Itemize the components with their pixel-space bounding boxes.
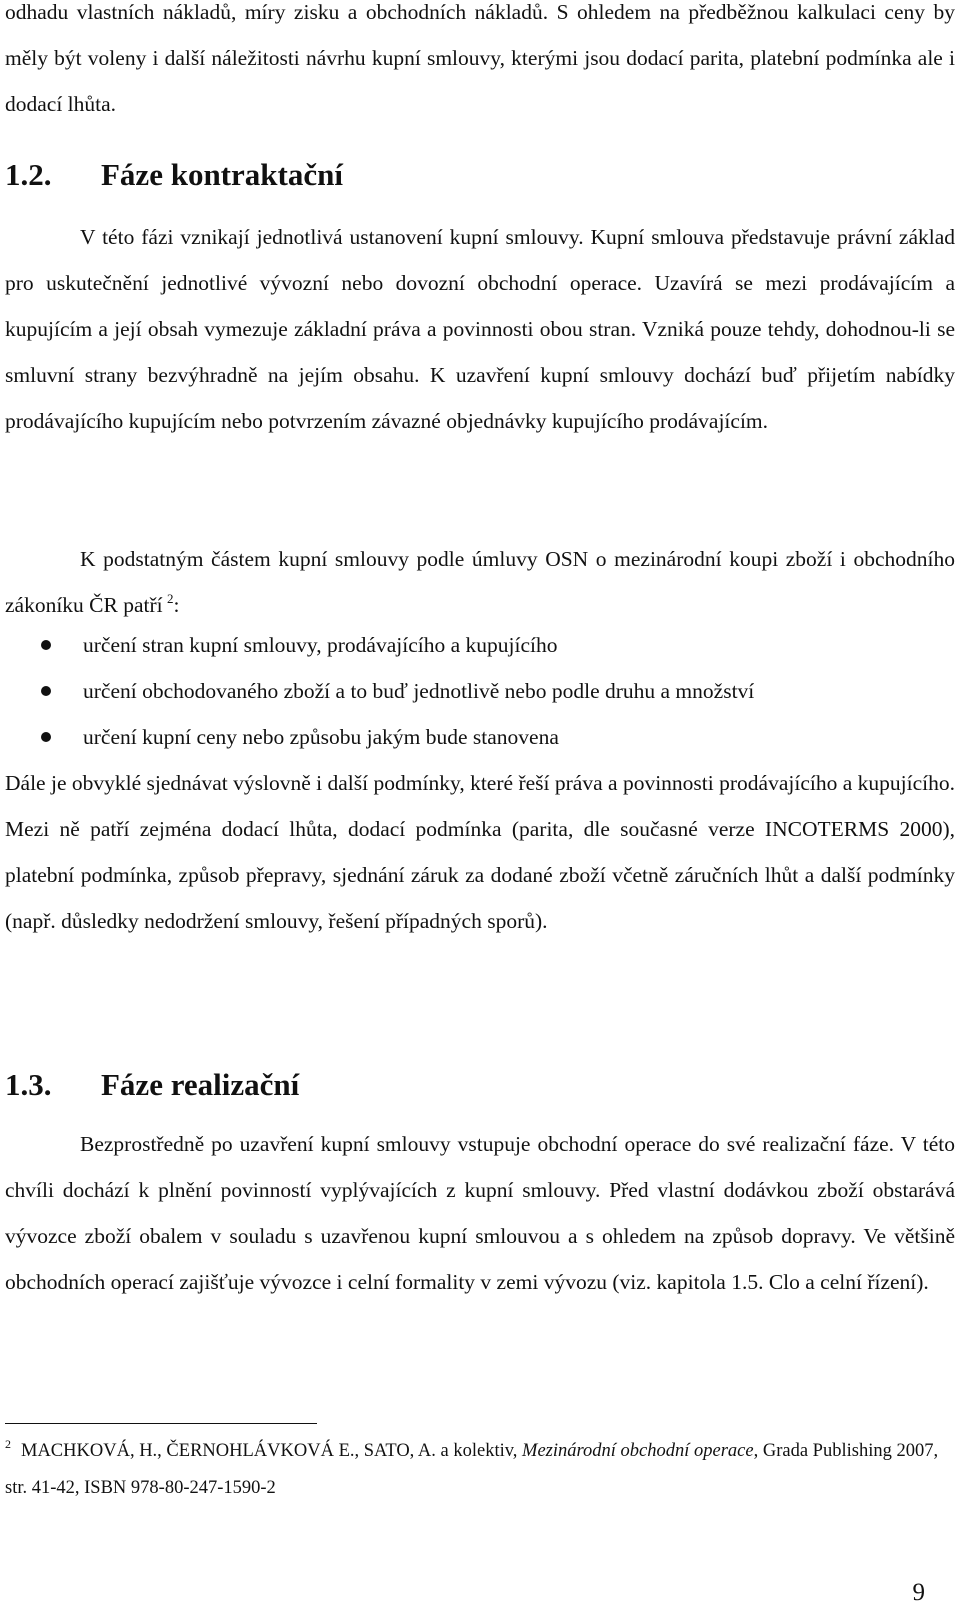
section-title: Fáze kontraktační [101, 157, 343, 192]
section-title: Fáze realizační [101, 1067, 300, 1102]
section-number: 1.3. [5, 1067, 52, 1102]
footnote-details: , Grada Publishing 2007, str. 41-42, ISBN 978-80-247-1590-2 [5, 1441, 939, 1498]
bullet-icon [41, 732, 51, 742]
section-1-3-paragraph-1: Bezprostředně po uzavření kupní smlouvy vstupuje obchodní operace do své realizační fáze. V této chvíli dochází k plnění povinností vyplývajících z kupní smlouvy. Před vlastní dodávkou zboží obstarává vývozce zboží obalem v souladu s uzavřenou kupní smlouvou a s ohledem na způsob dopravy. Ve většině obchodních operací zajišťuje vývozce i celní formality v zemi vývozu (viz. kapitola 1.5. Clo a celní řízení). [5, 1132, 955, 1294]
bullet-icon [41, 640, 51, 650]
paragraph-2-suffix: : [173, 593, 180, 617]
footnote-book-title: Mezinárodní obchodní operace [522, 1441, 754, 1461]
section-1-2-paragraph-2-block [5, 536, 955, 628]
footnote-reference: 2 [166, 591, 174, 606]
section-1-3-paragraph-1-block [5, 1121, 955, 1305]
paragraph-2-text: K podstatným částem kupní smlouvy podle úmluvy OSN o mezinárodní koupi zboží i obchodního zákoníku ČR patří [5, 547, 955, 617]
section-1-2-paragraph-3: Dále je obvyklé sjednávat výslovně i další podmínky, které řeší práva a povinnosti prodávajícího a kupujícího. Mezi ně patří zejména dodací lhůta, dodací podmínka (parita, dle současné verze INCOTERMS 2000), platební podmínka, způsob přepravy, sjednání záruk za dodané zboží včetně záručních lhůt a další podmínky (např. důsledky nedodržení smlouvy, řešení případných sporů). [5, 771, 955, 933]
section-1-2-paragraph-1: V této fázi vznikají jednotlivá ustanovení kupní smlouvy. Kupní smlouva představuje právní základ pro uskutečnění jednotlivé vývozní nebo dovozní obchodní operace. Uzavírá se mezi prodávajícím a kupujícím a její obsah vymezuje základní práva a povinnosti obou stran. Vzniká pouze tehdy, dohodnou-li se smluvní strany bezvýhradně na jejím obsahu. K uzavření kupní smlouvy dochází buď přijetím nabídky prodávajícího kupujícím nebo potvrzením závazné objednávky kupujícího prodávajícím. [5, 225, 955, 433]
contract-parts-list [5, 622, 955, 760]
section-1-2-paragraph-2 [5, 536, 955, 628]
list-item: určení kupní ceny nebo způsobu jakým bude stanovena [5, 714, 955, 760]
bullet-icon [41, 686, 51, 696]
footnote-separator [5, 1423, 317, 1424]
footnote-authors: MACHKOVÁ, H., ČERNOHLÁVKOVÁ E., SATO, A. a kolektiv, [21, 1441, 518, 1461]
list-item: určení obchodovaného zboží a to buď jednotlivě nebo podle druhu a množství [5, 668, 955, 714]
footnote-number: 2 [5, 1437, 11, 1451]
page-number: 9 [912, 1579, 925, 1606]
intro-paragraph-block [5, 0, 955, 127]
section-1-2-paragraph-1-block [5, 214, 955, 444]
intro-paragraph: odhadu vlastních nákladů, míry zisku a obchodních nákladů. S ohledem na předběžnou kalkulaci ceny by měly být voleny i další náležitosti návrhu kupní smlouvy, kterými jsou dodací parita, platební podmínka ale i dodací lhůta. [5, 0, 955, 116]
section-1-2-paragraph-3-block [5, 760, 955, 944]
footnote [5, 1433, 955, 1507]
section-number: 1.2. [5, 157, 52, 192]
list-item: určení stran kupní smlouvy, prodávajícího a kupujícího [5, 622, 955, 668]
document-page [5, 0, 955, 1623]
section-heading-1-2 [5, 155, 343, 195]
section-heading-1-3 [5, 1065, 299, 1105]
